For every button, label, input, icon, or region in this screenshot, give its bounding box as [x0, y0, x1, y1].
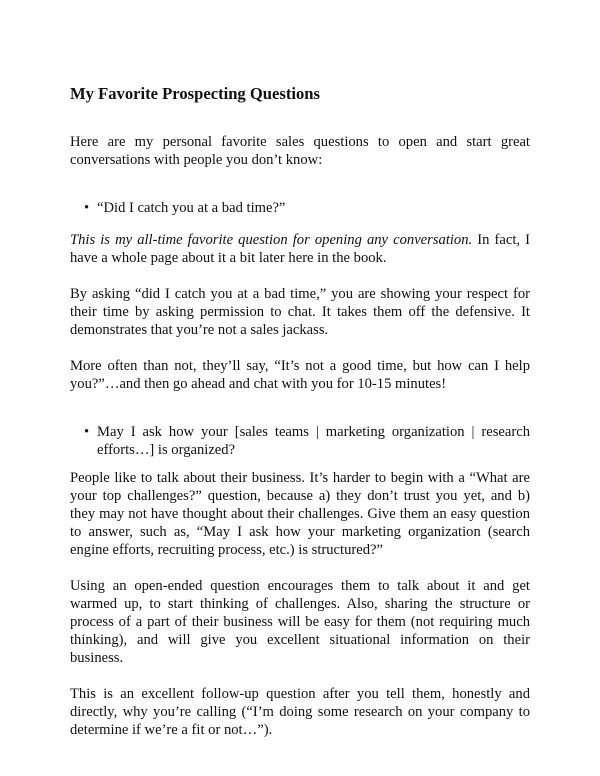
paragraph-favorite-question	[70, 231, 530, 267]
bullet-item-organized: • May I ask how your [sales teams | marketing organization | research efforts…] is organized?	[97, 423, 530, 459]
paragraph-open-ended: Using an open-ended question encourages them to talk about it and get warmed up, to start thinking of challenges. Also, sharing the structure or process of a part of their business will be easy for them (not requiring much thinking), and will give you excellent situational information on their business.	[70, 578, 530, 666]
paragraph-business-talk: People like to talk about their business. It’s harder to begin with a “What are your top challenges?” question, because a) they don’t trust you yet, and b) they may not have thought about their challenges. Give them an easy question to answer, such as, “May I ask how your marketing organization (search engine efforts, recruiting process, etc.) is structured?”	[70, 470, 530, 558]
page-title: My Favorite Prospecting Questions	[70, 84, 320, 103]
paragraph-follow-up: This is an excellent follow-up question after you tell them, honestly and directly, why you’re calling (“I’m doing some research on your company to determine if we’re a fit or not…”).	[70, 686, 530, 738]
italic-emphasis: This is my all-time favorite question for opening any conversation.	[70, 232, 473, 248]
bullet-list-1	[70, 199, 530, 217]
bullet-list-2	[70, 423, 530, 459]
paragraph-respect: By asking “did I catch you at a bad time,” you are showing your respect for their time by asking permission to chat. It takes them off the defensive. It demonstrates that you’re not a sales jackass.	[70, 286, 530, 338]
paragraph-more-often: More often than not, they’ll say, “It’s not a good time, but how can I help you?”…and then go ahead and chat with you for 10-15 minutes!	[70, 358, 530, 392]
paragraph-favorite-question-rest: In fact, I have a whole page about it a bit later here in the book.	[70, 232, 530, 266]
document-page	[70, 84, 530, 757]
bullet-item-bad-time: • “Did I catch you at a bad time?”	[97, 199, 530, 217]
intro-paragraph: Here are my personal favorite sales questions to open and start great conversations with people you don’t know:	[70, 134, 530, 168]
